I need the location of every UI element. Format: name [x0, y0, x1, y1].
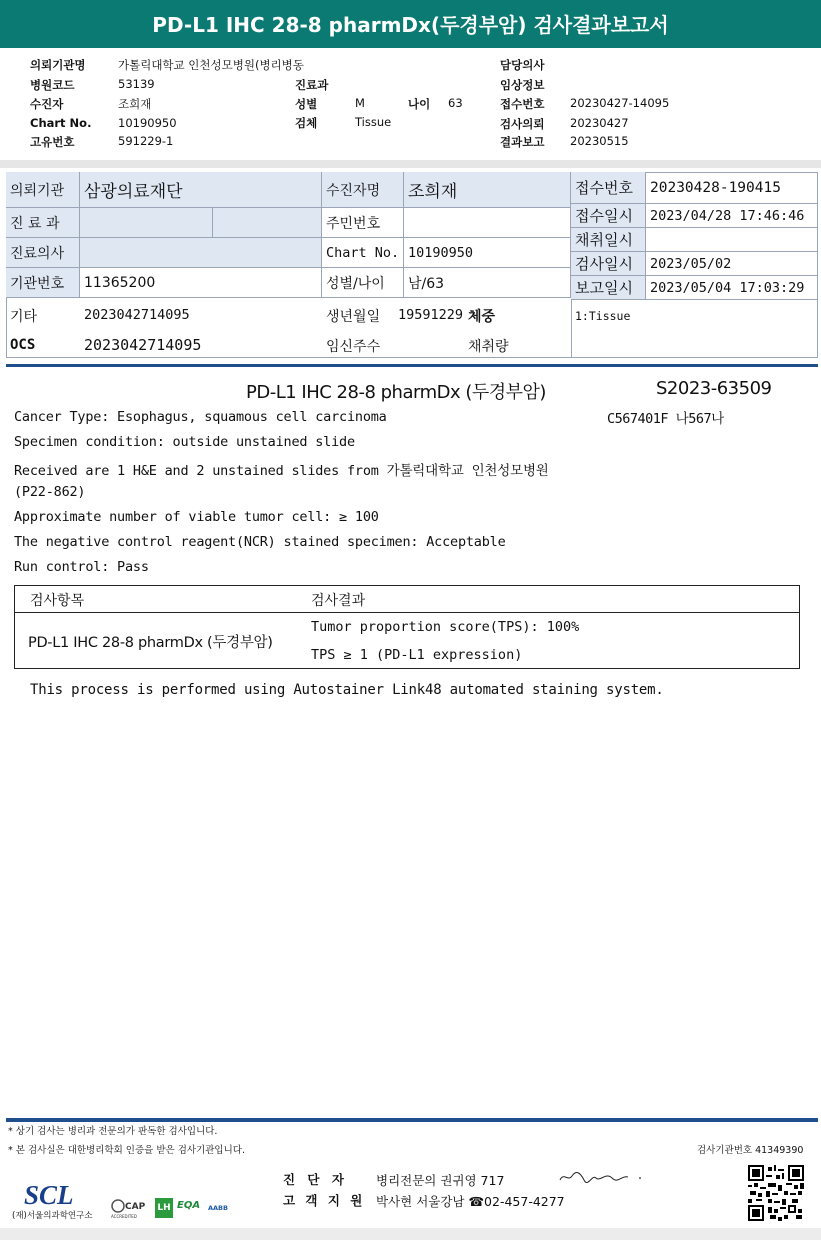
dob-value: 19591229 [398, 307, 464, 323]
sex-age-label: 성별/나이 [322, 268, 404, 298]
dept-label: 진 료 과 [6, 208, 80, 238]
doctor-label: 담당의사 [500, 58, 545, 72]
aabb-badge [208, 1198, 234, 1218]
patient-name-label: 수진자명 [322, 172, 404, 208]
chart-value: 10190950 [118, 116, 177, 130]
rrn-value [404, 208, 571, 238]
test-dt-label: 검사일시 [571, 252, 646, 276]
receipt-value: 20230427-14095 [570, 96, 670, 110]
receipt-no-value: 20230428-190415 [646, 172, 818, 204]
cap-badge [110, 1196, 150, 1220]
diagnoser-value: 병리전문의 권귀영 717 [376, 1173, 505, 1188]
result-expression: TPS ≥ 1 (PD-L1 expression) [311, 647, 523, 663]
test-dt-value: 2023/05/02 [646, 252, 818, 276]
sex-label: 성별 [295, 97, 318, 111]
sex-age-value: 남/63 [404, 268, 571, 298]
doctor-label: 진료의사 [6, 238, 80, 268]
bottom-band [0, 1228, 821, 1240]
col-item-header: 검사항목 [30, 593, 85, 609]
id-value: 591229-1 [118, 134, 174, 148]
report-dt-value: 2023/05/04 17:03:29 [646, 276, 818, 300]
report-title: PD-L1 IHC 28-8 pharmDx (두경부암) [246, 382, 546, 403]
patient-name-value: 조희재 [404, 172, 571, 208]
report-line: Approximate number of viable tumor cell: ≥ 100 [14, 509, 379, 525]
report-line: Run control: Pass [14, 559, 149, 575]
chart-label: Chart No. [30, 116, 92, 130]
doctor-value [80, 238, 322, 268]
page-title: PD-L1 IHC 28-8 pharmDx(두경부암) 검사결과보고서 [152, 13, 669, 37]
footnote-1: * 상기 검사는 병리과 전문의가 판독한 검사입니다. [8, 1126, 218, 1137]
id-label: 고유번호 [30, 135, 75, 149]
patient-label: 수진자 [30, 97, 64, 111]
chart-no-label: Chart No. [322, 238, 404, 268]
report-line: Specimen condition: outside unstained slide [14, 434, 355, 450]
dept-label: 진료과 [295, 78, 329, 92]
col-result-header: 검사결과 [311, 593, 366, 609]
info-table [6, 172, 818, 358]
report-code: S2023-63509 [656, 378, 772, 399]
lh-badge [155, 1198, 173, 1218]
report-line: (P22-862) [14, 484, 86, 500]
scl-logo [22, 1178, 76, 1208]
eqa-badge-text: EQA [177, 1200, 201, 1211]
result-report-label: 결과보고 [500, 135, 545, 149]
lab-number: 검사기관번호 41349390 [697, 1145, 804, 1156]
report-dt-label: 보고일시 [571, 276, 646, 300]
collect-dt-value [646, 228, 818, 252]
aabb-badge-text: AABB [208, 1204, 228, 1212]
hosp-code-value: 53139 [118, 77, 155, 91]
receipt-no-label: 접수번호 [571, 172, 646, 204]
eqa-badge [177, 1200, 205, 1216]
etc-value: 2023042714095 [84, 307, 190, 323]
receipt-dt-value: 2023/04/28 17:46:46 [646, 204, 818, 228]
req-inst-value: 가톨릭대학교 인천성모병원(병리병동 [118, 58, 304, 72]
report-line: Received are 1 H&E and 2 unstained slides from 가톨릭대학교 인천성모병원 [14, 463, 549, 479]
scl-logo-sub: (재)서울의과학연구소 [12, 1211, 93, 1221]
sex-value: M [355, 96, 365, 110]
scl-logo-text: SCL [24, 1180, 74, 1208]
dept-value [80, 208, 213, 238]
req-inst-value: 삼광의료재단 [80, 172, 322, 208]
inst-no-value: 11365200 [80, 268, 322, 298]
receipt-dt-label: 접수일시 [571, 204, 646, 228]
etc-label: 기타 [10, 309, 38, 325]
weight-label: 체중 [468, 309, 496, 325]
req-inst-label: 의뢰기관명 [30, 58, 86, 72]
dob-label: 생년월일 [326, 309, 381, 325]
collect-amount-label: 채취량 [468, 339, 509, 355]
customer-support-label: 고 객 지 원 [283, 1193, 366, 1208]
result-report-value: 20230515 [570, 134, 629, 148]
age-value: 63 [448, 96, 463, 110]
specimen-value: 1:Tissue [575, 309, 631, 323]
report-line: The negative control reagent(NCR) stained specimen: Acceptable [14, 534, 506, 550]
age-label: 나이 [408, 97, 431, 111]
footnote-2: * 본 검사실은 대한병리학회 인증을 받은 검사기관입니다. [8, 1145, 245, 1156]
patient-value: 조희재 [118, 97, 152, 111]
gestation-label: 임신주수 [326, 339, 381, 355]
result-tps: Tumor proportion score(TPS): 100% [311, 619, 580, 635]
rrn-label: 주민번호 [322, 208, 404, 238]
cap-badge-text: CAP [125, 1202, 146, 1212]
receipt-label: 접수번호 [500, 97, 545, 111]
side-code: C567401F 나567나 [607, 411, 724, 427]
signature [556, 1166, 646, 1188]
footer-divider [6, 1118, 818, 1122]
diagnoser-label: 진 단 자 [283, 1172, 348, 1187]
test-request-label: 검사의뢰 [500, 117, 545, 131]
specimen-value: Tissue [355, 115, 392, 129]
chart-no-value: 10190950 [404, 238, 571, 268]
collect-dt-label: 채취일시 [571, 228, 646, 252]
customer-support-value: 박사현 서울강남 ☎02-457-4277 [376, 1194, 565, 1209]
clinical-label: 임상정보 [500, 78, 545, 92]
specimen-label: 검체 [295, 116, 318, 130]
hosp-code-label: 병원코드 [30, 78, 75, 92]
cap-badge-sub: ACCREDITED [111, 1214, 137, 1219]
ocs-label: OCS [10, 337, 36, 353]
divider-band [0, 160, 821, 168]
lh-badge-text: LH [157, 1203, 171, 1213]
dept-extra [213, 208, 322, 238]
result-item: PD-L1 IHC 28-8 pharmDx (두경부암) [28, 635, 273, 651]
ocs-value: 2023042714095 [84, 336, 202, 354]
process-note: This process is performed using Autostainer Link48 automated staining system. [30, 682, 664, 698]
section-divider [6, 364, 818, 367]
inst-no-label: 기관번호 [6, 268, 80, 298]
report-line: Cancer Type: Esophagus, squamous cell carcinoma [14, 409, 387, 425]
req-inst-label: 의뢰기관 [6, 172, 80, 208]
result-table-divider [14, 612, 800, 613]
test-request-value: 20230427 [570, 116, 629, 130]
qr-code [748, 1165, 804, 1221]
